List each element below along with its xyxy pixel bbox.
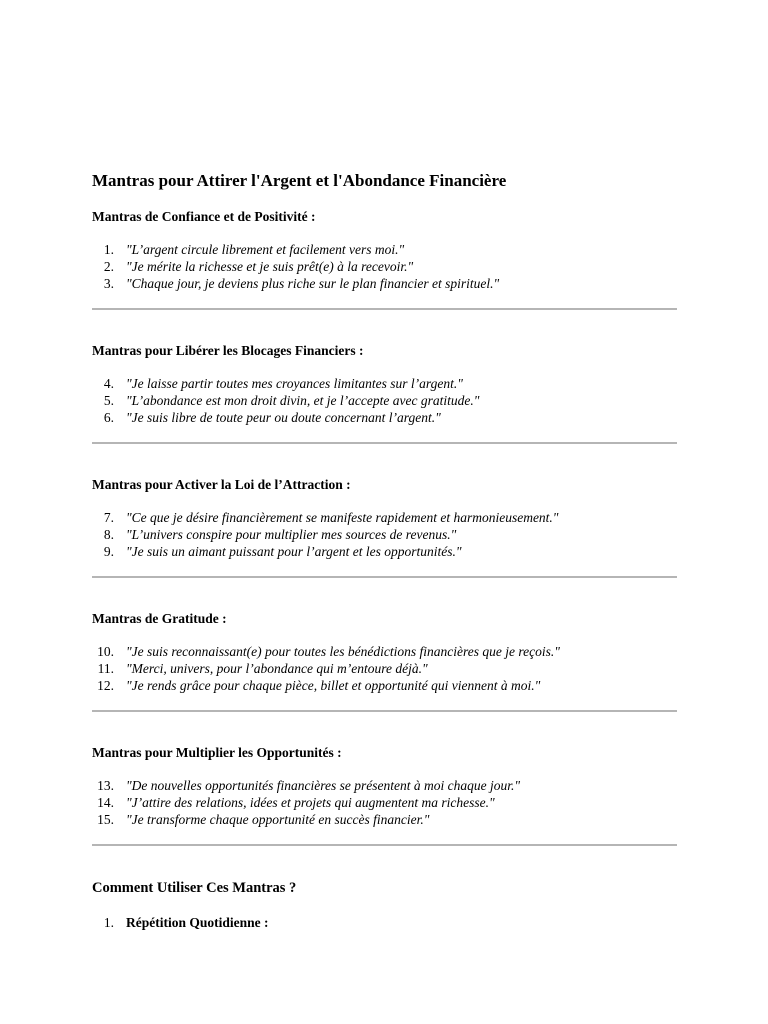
- list-item: [92, 543, 677, 560]
- list-item: [92, 409, 677, 426]
- item-number: 5.: [103, 393, 114, 408]
- item-text: "Je rends grâce pour chaque pièce, billet et opportunité qui viennent à moi.": [126, 678, 541, 693]
- list-item: [92, 777, 677, 794]
- section-heading: Mantras pour Multiplier les Opportunités :: [92, 745, 342, 760]
- mantra-list: [92, 375, 677, 426]
- list-item: [92, 526, 677, 543]
- item-text: "Je suis libre de toute peur ou doute concernant l’argent.": [126, 410, 441, 425]
- page-title: Mantras pour Attirer l'Argent et l'Abondance Financière: [92, 171, 507, 190]
- item-text: "Je transforme chaque opportunité en succès financier.": [126, 812, 430, 827]
- list-item: [92, 392, 677, 409]
- item-number: 6.: [103, 410, 114, 425]
- item-number: 8.: [103, 527, 114, 542]
- item-number: 1.: [103, 242, 114, 257]
- document-page: [92, 170, 677, 931]
- list-item: [92, 375, 677, 392]
- section-divider: [92, 308, 677, 310]
- item-text: "L’abondance est mon droit divin, et je l’accepte avec gratitude.": [126, 393, 480, 408]
- list-item: [92, 660, 677, 677]
- list-item: [92, 643, 677, 660]
- section-heading: Mantras pour Activer la Loi de l’Attraction :: [92, 477, 351, 492]
- howto-heading: Comment Utiliser Ces Mantras ?: [92, 880, 297, 896]
- item-text: "L’argent circule librement et facilement vers moi.": [126, 242, 405, 257]
- mantra-list: [92, 241, 677, 292]
- item-text: "L’univers conspire pour multiplier mes sources de revenus.": [126, 527, 457, 542]
- mantra-list: [92, 643, 677, 694]
- item-text: "Merci, univers, pour l’abondance qui m’entoure déjà.": [126, 661, 428, 676]
- mantra-list: [92, 509, 677, 560]
- item-text: "Je mérite la richesse et je suis prêt(e) à la recevoir.": [126, 259, 414, 274]
- list-item: [92, 811, 677, 828]
- section-divider: [92, 576, 677, 578]
- list-item: [92, 275, 677, 292]
- section-heading: Mantras de Gratitude :: [92, 611, 227, 626]
- item-text: "De nouvelles opportunités financières se présentent à moi chaque jour.": [126, 778, 521, 793]
- mantra-list: [92, 777, 677, 828]
- item-text: "Je laisse partir toutes mes croyances limitantes sur l’argent.": [126, 376, 463, 391]
- section-heading: Mantras de Confiance et de Positivité :: [92, 209, 316, 224]
- item-number: 2.: [103, 259, 114, 274]
- item-text: "Chaque jour, je deviens plus riche sur le plan financier et spirituel.": [126, 276, 500, 291]
- item-number: 9.: [103, 544, 114, 559]
- item-text: Répétition Quotidienne :: [126, 915, 269, 930]
- item-number: 11.: [97, 661, 114, 676]
- item-number: 14.: [97, 795, 114, 810]
- item-number: 3.: [103, 276, 114, 291]
- list-item: [92, 258, 677, 275]
- section-divider: [92, 844, 677, 846]
- item-number: 13.: [97, 778, 114, 793]
- section-heading: Mantras pour Libérer les Blocages Financiers :: [92, 343, 364, 358]
- list-item: [92, 794, 677, 811]
- item-text: "Ce que je désire financièrement se manifeste rapidement et harmonieusement.": [126, 510, 559, 525]
- section-divider: [92, 710, 677, 712]
- item-number: 1.: [103, 915, 114, 930]
- item-number: 12.: [97, 678, 114, 693]
- item-number: 10.: [97, 644, 114, 659]
- howto-list: [92, 914, 677, 931]
- list-item: [92, 677, 677, 694]
- list-item: [92, 241, 677, 258]
- item-number: 15.: [97, 812, 114, 827]
- item-text: "Je suis reconnaissant(e) pour toutes les bénédictions financières que je reçois.": [126, 644, 560, 659]
- item-number: 7.: [103, 510, 114, 525]
- item-text: "Je suis un aimant puissant pour l’argent et les opportunités.": [126, 544, 462, 559]
- item-number: 4.: [103, 376, 114, 391]
- list-item: [92, 509, 677, 526]
- item-text: "J’attire des relations, idées et projets qui augmentent ma richesse.": [126, 795, 495, 810]
- list-item: [92, 914, 677, 931]
- section-divider: [92, 442, 677, 444]
